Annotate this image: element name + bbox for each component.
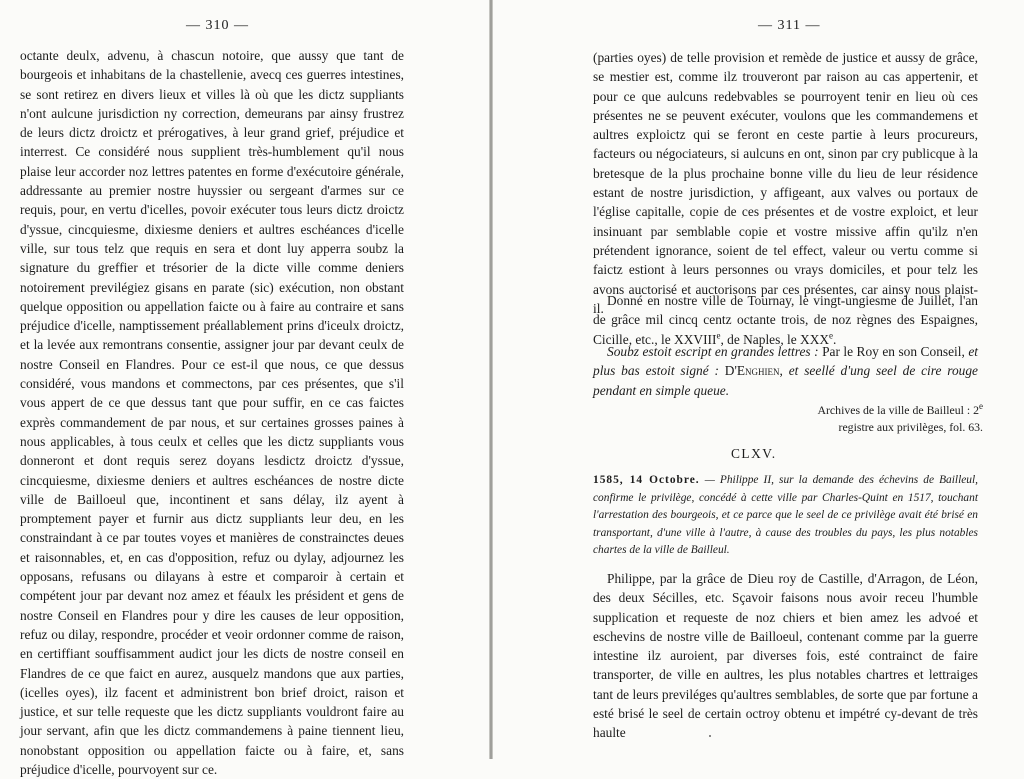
dating-clause-paragraph [593, 291, 978, 349]
left-page [0, 0, 489, 777]
archive-source-line-2: registre aux privilèges, fol. 63. [838, 420, 983, 434]
archive-source-superscript: e [979, 401, 983, 412]
archive-source-text: Archives de la ville de Bailleul : 2 [817, 403, 979, 417]
summary-text: — Philippe II, sur la demande des échevins de Bailleul, confirme le privilège, concédé à cette ville par Charles-Quint en 1517, touchant l'arrestation des bourgeois, et ce parce que le seel de ce privilège avait été brisé en transportant, d'une ville à l'autre, à cause des troubles du pays, les plus notables chartes de la ville de Bailleul. [593, 474, 978, 556]
dating-clause-end: . [833, 331, 837, 347]
left-page-text: octante deulx, advenu, à chascun notoire, que aussy que tant de bourgeois et inhabitans de la chastellenie, avecq ces guerres intestines, se sont retirez en divers lieux et villes là où que les dictz suppliants n'ont aulcune jurisdiction ny correction, demeurans par ainsy frustrez de leurs dictz droictz et prérogatives, à leur grand grief, préjudice et interrest. Ce considéré nous supplient très-humblement qu'il nous plaise leur accorder noz lettres patentes en forme d'exécutoire générale, addressante au premier nostre huyssier ou sergeant d'armes sur ce requis, pour, en vertu d'icelles, povoir exécuter tous leurs dictz droictz d'yssue, cincquiesme, dixiesme deniers et aultres eschéances d'icelle ville, sur tous telz que requis en sera et dont luy apperra soubz la signature du greffier et trésorier de la dicte ville comme deniers notoirement previlégiez gisans en parate (sic) exécution, non obstant quelque opposition ou appellation faicte ou à faire au contraire et sans préjudice d'icelle, namptissement préallablement prins d'iceulx droictz, et la levée aux remontrans consentie, assigner jour par devant ceulx de nostre Conseil en Flandres. Pour ce est-il que nous, ce que dessus considéré, vous mandons et commectons, par ces présentes, que s'il vous appert de ce que dessus tant que pour suffir, en ce cas faictes exprès commandement de par nous, et sur certaines grosses paines à nous applicables, à tous ceulx et celles que les dictz suppliants vous donneront et dont requis serez doyans lesdictz droictz d'yssue, cincquiesme, dixiesme deniers et aultres eschéances de nostre dicte ville de Bailloeul que, incontinent et sans délay, ilz ayent à promptement payer et furnir aus dictz suppliants leur deu, en les constraindant à ce par toutes voyes et manières de constrainctes deues et raisonnables, et, en cas d'opposition, refuz ou dylay, adjournez les opposans, refusans ou dilayans à estre et comparoir à certain et compétent jour par devant noz amez et féaulx les président et gens de nostre Conseil en Flandres pour y dire les causes de leur opposition, refuz ou dilay, respondre, procéder et veoir ordonner comme de raison, en certiffiant souffisamment audict jour les dicts de nostre conseil en Flandres de ce que faict en aurez, ausquelz mandons que aux parties, (icelles oyes), ilz facent et administrent bon brief droict, raison et justice, et sur telle requeste que les dictz suppliants vouldront faire au jour servant, afin que les dictz commandemens à paine tiennent lieu, nonobstant opposition ou appellation faicte ou à faire, et, sans préjudice d'icelle, pourvoyent sur ce. [20, 48, 404, 777]
signature-plain-1: Par le Roy en son Conseil, [818, 344, 965, 359]
page-number-310: — 310 — [186, 18, 249, 33]
dating-clause-superscript-1: e [716, 330, 721, 341]
signature-italic-2: et plus bas estoit signé : [593, 344, 978, 379]
page-number-311: — 311 — [758, 18, 821, 33]
document-summary [593, 472, 978, 560]
document-number: CLXV. [731, 446, 777, 461]
dating-clause-middle: , de Naples, le XXX [720, 331, 830, 347]
dating-clause-text: Donné en nostre ville de Tournay, le vingt-ungiesme de Juillet, l'an de grâce mil cincq centz octante trois, de noz règnes des Espaignes, Cicille, etc., le XXVIII [593, 293, 978, 347]
signature-plain-2: D'Enghien, [718, 363, 783, 379]
dating-clause-superscript-2: e [829, 330, 834, 341]
charter-opening-paragraph: Philippe, par la grâce de Dieu roy de Castille, d'Arragon, de Léon, des deux Sécilles, etc. Sçavoir faisons nous avoir receu l'humble supplication et requeste de noz chiers et bien amez les advoé et eschevins de nostre ville de Bailloeul, contenant comme par la guerre intestine ilz auroient, par diverses fois, esté contrainct de faire transporter, de ville en aultres, les plus notables chartres et lettraiges tant de leurs previléges qu'aultres semblables, de sorte que par fortune a esté brisé le seel de certain octroy obtenu et impétré cy-devant de très haulte [593, 571, 978, 741]
summary-date: 1585, 14 Octobre. [593, 474, 700, 486]
archive-source-line-1 [743, 402, 983, 419]
right-page [493, 0, 1024, 759]
signature-italic-1: Soubz estoit escript en grandes lettres : [607, 344, 819, 359]
signature-clause-paragraph [593, 342, 978, 400]
print-speck [709, 735, 711, 737]
charter-continuation-paragraph: (parties oyes) de telle provision et remède de justice et aussy de grâce, se mestier est, comme ilz trouveront par raison au cas appertenir, et pour ce que aulcuns redebvables se pourroyent tenir en lieu où ces présentes ne se peuvent exécuter, voulons que les commandemens et aultres exploictz qui se feront en ceste partie à leurs procureurs, facteurs ou négociateurs, si aulcuns en ont, sinon par cry publicque à la bretesque de la plus prochaine bonne ville du lieu de leur résidence estant de nostre jurisdiction, y affigeant, aux valves ou portaux de l'église capitalle, copie de ces présentes et de vostre exploict, et leur insinuant par semblable copie et vostre missive affin qu'ilz n'en prétendent ignorance, soient de tel effect, valeur ou vertu comme si faictz estiont à leurs personnes ou vrays domiciles, et pour telz les avons auctorisé et auctorisons par ces présentes, car ainsy nous plaist-il. [593, 50, 978, 316]
signature-italic-3: et seellé d'ung seel de cire rouge pendant en simple queue. [593, 363, 978, 398]
